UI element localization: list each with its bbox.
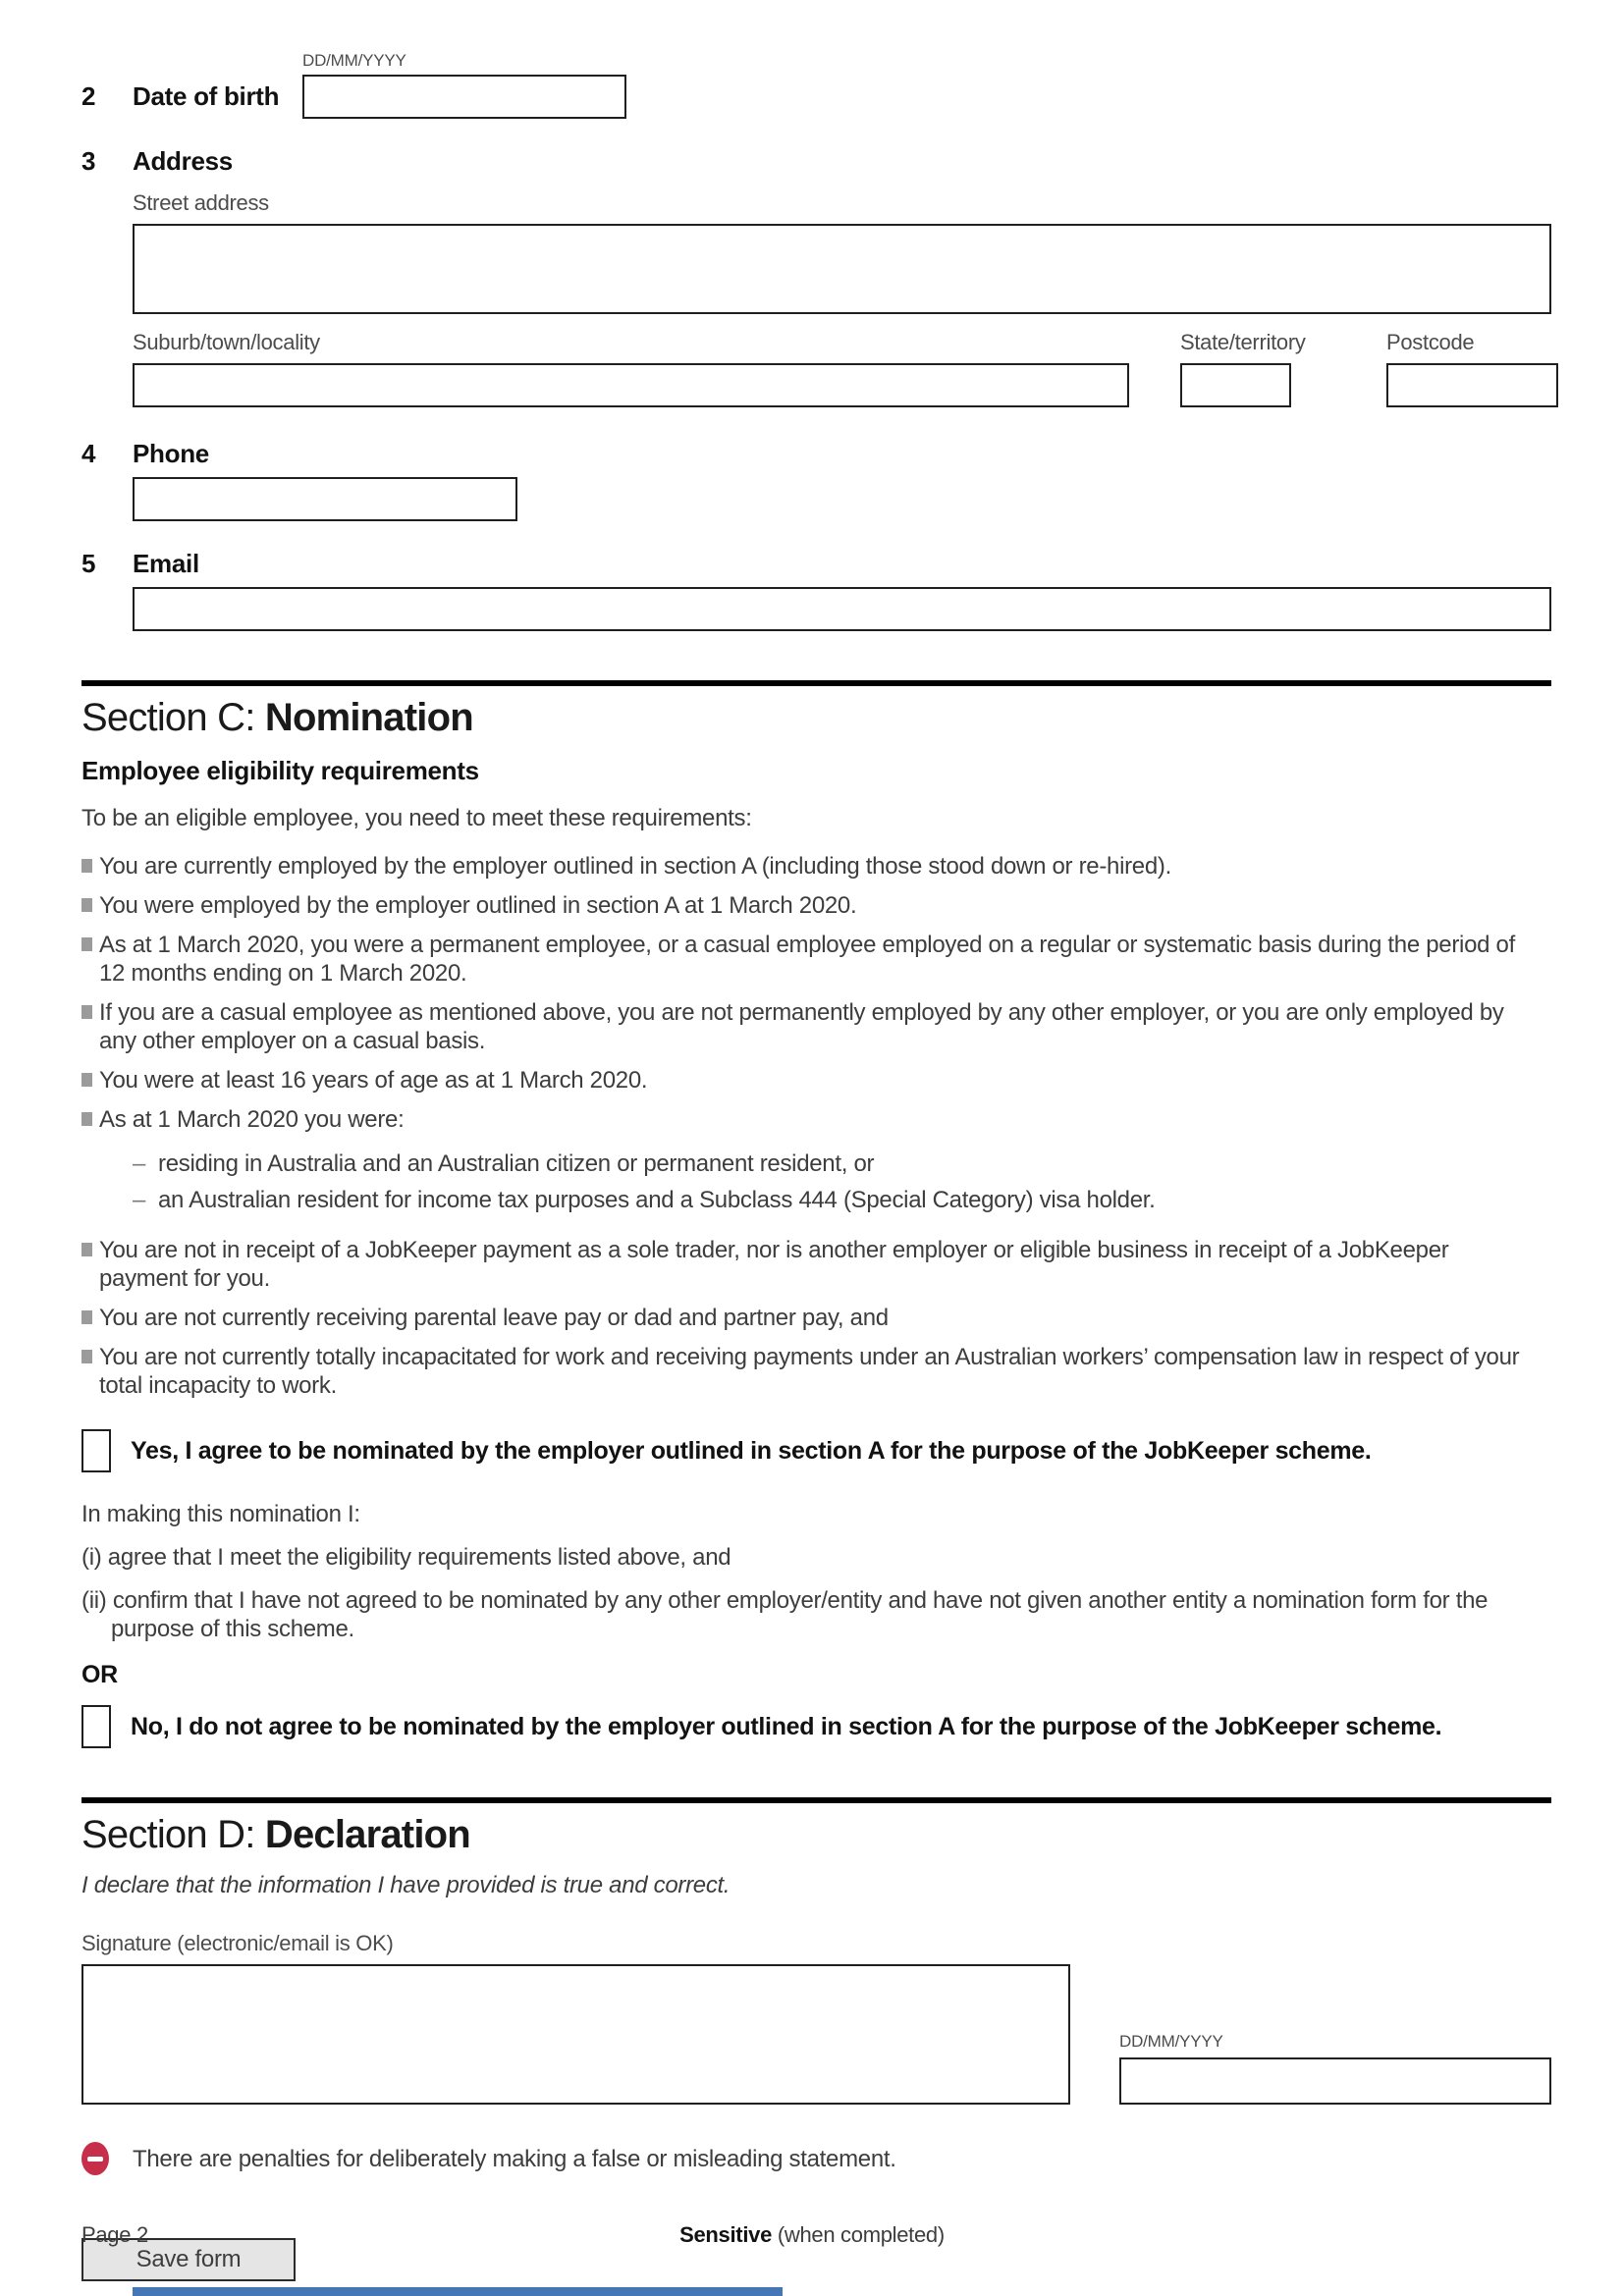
dob-input[interactable]: [302, 75, 626, 119]
question-number: 5: [81, 549, 96, 578]
date-signed-format-hint: DD/MM/YYYY: [1119, 2032, 1223, 2051]
save-form-button[interactable]: Save form: [81, 2238, 296, 2281]
square-bullet-icon: [81, 1310, 92, 1324]
postcode-label: Postcode: [1386, 330, 1475, 354]
nomination-clause-ii: (ii) confirm that I have not agreed to be nominated by any other employer/entity and have not given another entity a nomination form for the purpose of this scheme.: [81, 1587, 1489, 1642]
list-item: You are not in receipt of a JobKeeper payment as a sole trader, nor is another employer or eligible business in receipt of a JobKeeper payment for you.: [81, 1236, 1551, 1293]
yes-nomination-row: [81, 1429, 1551, 1472]
phone-row: [81, 439, 1551, 469]
section-divider: [81, 680, 1551, 686]
no-nomination-row: [81, 1705, 1551, 1748]
suburb-column: [133, 330, 1129, 407]
section-c-title-prefix: Section C:: [81, 696, 265, 739]
no-checkbox-label: No, I do not agree to be nominated by the employer outlined in section A for the purpose of the JobKeeper scheme.: [131, 1713, 1442, 1740]
section-c-title: [81, 696, 1551, 740]
square-bullet-icon: [81, 859, 92, 873]
eligibility-intro: To be an eligible employee, you need to meet these requirements:: [81, 805, 752, 831]
suburb-input[interactable]: [133, 363, 1129, 407]
postcode-column: [1386, 330, 1558, 407]
section-divider: [81, 1797, 1551, 1803]
square-bullet-icon: [81, 898, 92, 912]
list-item: You are not currently totally incapacitated for work and receiving payments under an Australian workers’ compensation law in respect of your total incapacity to work.: [81, 1343, 1551, 1400]
footer-accent-bar: [133, 2287, 783, 2296]
square-bullet-icon: [81, 937, 92, 951]
signature-input[interactable]: [81, 1964, 1070, 2105]
list-item: If you are a casual employee as mentioned above, you are not permanently employed by any other employer, or you are only employed by any other employer on a casual basis.: [81, 998, 1551, 1055]
email-input[interactable]: [133, 587, 1551, 631]
yes-checkbox-label: Yes, I agree to be nominated by the employer outlined in section A for the purpose of the JobKeeper scheme.: [131, 1437, 1372, 1465]
date-signed-input[interactable]: [1119, 2057, 1551, 2105]
section-d-title-bold: Declaration: [264, 1813, 470, 1856]
yes-checkbox[interactable]: [81, 1429, 111, 1472]
state-input[interactable]: [1180, 363, 1291, 407]
question-number: 4: [81, 439, 96, 468]
list-item: You were employed by the employer outlined in section A at 1 March 2020.: [81, 891, 1551, 920]
minus-circle-icon: [81, 2142, 109, 2175]
street-address-label: Street address: [133, 190, 269, 215]
email-label: Email: [133, 549, 199, 578]
dob-format-hint: DD/MM/YYYY: [302, 51, 406, 70]
dash-bullet-icon: –: [133, 1187, 146, 1213]
email-row: [81, 549, 1551, 579]
sensitive-bold: Sensitive: [679, 2222, 773, 2247]
sensitive-rest: (when completed): [772, 2222, 945, 2247]
phone-label: Phone: [133, 439, 209, 468]
square-bullet-icon: [81, 1005, 92, 1019]
section-d-title-prefix: Section D:: [81, 1813, 265, 1856]
square-bullet-icon: [81, 1073, 92, 1087]
street-address-input[interactable]: [133, 224, 1551, 314]
page-number: Page 2: [81, 2222, 148, 2247]
no-checkbox[interactable]: [81, 1705, 111, 1748]
eligibility-list: [81, 852, 1551, 1400]
list-item: You are not currently receiving parental leave pay or dad and partner pay, and: [81, 1304, 1551, 1332]
signature-label: Signature (electronic/email is OK): [81, 1931, 394, 1955]
list-item: As at 1 March 2020 you were:: [81, 1105, 1551, 1134]
square-bullet-icon: [81, 1243, 92, 1256]
section-d-title: [81, 1813, 1551, 1857]
list-item: You were at least 16 years of age as at 1 March 2020.: [81, 1066, 1551, 1095]
or-label: OR: [81, 1661, 118, 1688]
nomination-intro: In making this nomination I:: [81, 1501, 360, 1527]
question-number: 2: [81, 81, 96, 111]
state-column: [1180, 330, 1306, 407]
sub-list-item: – an Australian resident for income tax purposes and a Subclass 444 (Special Category) visa holder.: [133, 1187, 1156, 1213]
section-c-title-bold: Nomination: [264, 696, 473, 739]
penalty-warning: [81, 2142, 1551, 2175]
list-item: You are currently employed by the employer outlined in section A (including those stood down or re-hired).: [81, 852, 1551, 881]
list-item: As at 1 March 2020, you were a permanent employee, or a casual employee employed on a regular or systematic basis during the period of 12 months ending on 1 March 2020.: [81, 931, 1551, 988]
sub-list-item: – residing in Australia and an Australian citizen or permanent resident, or: [133, 1150, 875, 1177]
dash-bullet-icon: –: [133, 1150, 146, 1177]
page-footer: [0, 2222, 1624, 2252]
square-bullet-icon: [81, 1350, 92, 1363]
penalty-note: There are penalties for deliberately making a false or misleading statement.: [133, 2145, 896, 2172]
state-label: State/territory: [1180, 330, 1306, 354]
suburb-label: Suburb/town/locality: [133, 330, 320, 354]
eligibility-subheading: Employee eligibility requirements: [81, 756, 479, 785]
question-number: 3: [81, 146, 96, 176]
dob-row: [81, 75, 1551, 119]
address-row: [81, 146, 1551, 177]
signature-area: [81, 1964, 1551, 2105]
declaration-statement: I declare that the information I have provided is true and correct.: [81, 1872, 731, 1898]
nomination-clause-i: (i) agree that I meet the eligibility requirements listed above, and: [81, 1544, 731, 1571]
locality-row: [133, 330, 1551, 407]
phone-input[interactable]: [133, 477, 517, 521]
postcode-input[interactable]: [1386, 363, 1558, 407]
sensitive-marking: [0, 2222, 1624, 2248]
square-bullet-icon: [81, 1112, 92, 1126]
address-label: Address: [133, 146, 233, 176]
dob-label: Date of birth: [133, 81, 280, 111]
date-signed-column: [1119, 2032, 1551, 2105]
